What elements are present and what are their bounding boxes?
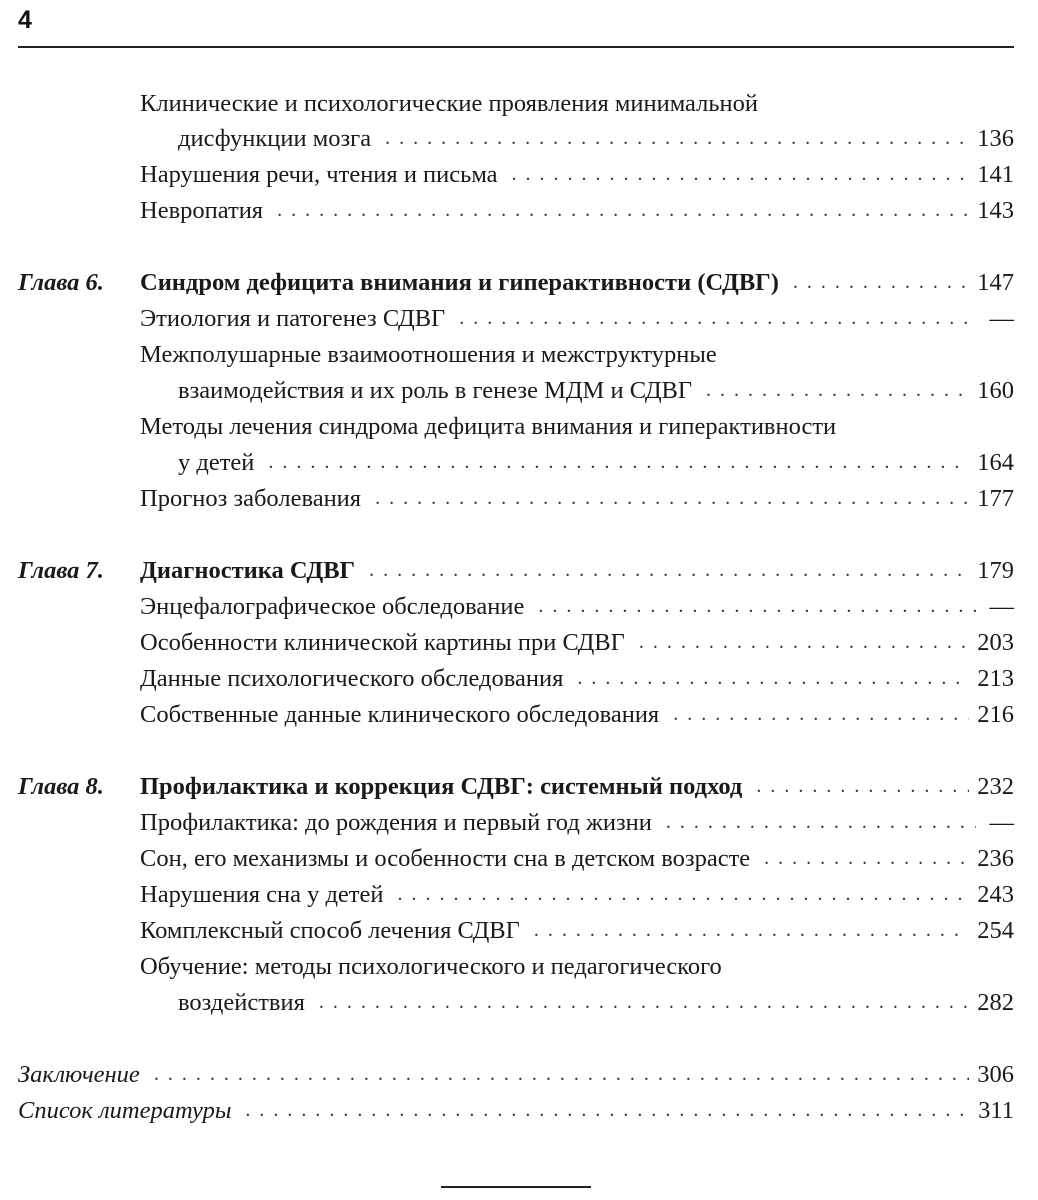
dot-leader [639, 624, 969, 660]
toc-entry[interactable] [140, 697, 1014, 733]
dot-leader [538, 588, 976, 624]
toc-entry-text: Прогноз заболевания [140, 485, 362, 512]
toc-page-number: — [989, 305, 1014, 332]
toc-page-number: 136 [977, 125, 1014, 152]
toc-page-number: 306 [977, 1061, 1014, 1088]
toc-entry[interactable] [140, 661, 1014, 697]
dot-leader [764, 840, 969, 876]
toc-page-number: 243 [977, 881, 1014, 908]
toc-entry-text: Нарушения сна у детей [140, 881, 384, 908]
toc-page-number: 216 [977, 701, 1014, 728]
toc-entry-text: Особенности клинической картины при СДВГ [140, 629, 625, 656]
dot-leader [277, 192, 969, 228]
dot-leader [245, 1092, 970, 1128]
header-rule [18, 46, 1014, 48]
toc-entry-text: Заключение [18, 1061, 140, 1088]
toc-page-number: 177 [977, 485, 1014, 512]
chapter-8-label: Глава 8. [18, 773, 104, 800]
toc-entry-text: Невропатия [140, 197, 264, 224]
dot-leader [512, 156, 970, 192]
toc-page-number: 164 [977, 449, 1014, 476]
footer-rule [441, 1186, 591, 1188]
conclusion-entry[interactable] [18, 1057, 1014, 1093]
toc-entry-text: воздействия [178, 989, 305, 1016]
toc-entry[interactable] [140, 301, 1014, 337]
dot-leader [534, 912, 969, 948]
chapter-title: Профилактика и коррекция СДВГ: системный подход [140, 773, 743, 800]
chapter-6-entry[interactable] [140, 265, 1014, 301]
page-number: 4 [18, 6, 32, 34]
toc-entry-text: Нарушения речи, чтения и письма [140, 161, 498, 188]
chapter-7-label: Глава 7. [18, 557, 104, 584]
toc-page-number: 254 [977, 917, 1014, 944]
toc-entry-text: Профилактика: до рождения и первый год жизни [140, 809, 652, 836]
dot-leader [398, 876, 970, 912]
toc-page-number: 236 [977, 845, 1014, 872]
toc-entry-text: Собственные данные клинического обследования [140, 701, 660, 728]
toc-entry-text: Энцефалографическое обследование [140, 593, 525, 620]
toc-page-number: 282 [977, 989, 1014, 1016]
dot-leader [706, 372, 969, 408]
toc-entry-text: Клинические и психологические проявления минимальной [140, 90, 759, 117]
toc-entry[interactable] [140, 877, 1014, 913]
toc-entry[interactable] [140, 481, 1014, 517]
toc-entry[interactable] [140, 157, 1014, 193]
toc-entry[interactable] [178, 985, 1014, 1021]
toc-entry[interactable] [178, 445, 1014, 481]
references-entry[interactable] [18, 1093, 1014, 1129]
toc-entry-text: Комплексный способ лечения СДВГ [140, 917, 520, 944]
dot-leader [793, 264, 969, 300]
dot-leader [673, 696, 969, 732]
dot-leader [666, 804, 976, 840]
chapter-7-entry[interactable] [140, 553, 1014, 589]
toc-entry[interactable] [140, 805, 1014, 841]
toc-entry-text: Этиология и патогенез СДВГ [140, 305, 446, 332]
toc-entry-text: Данные психологического обследования [140, 665, 564, 692]
dot-leader [756, 768, 969, 804]
toc-entry-text: Межполушарные взаимоотношения и межструктурные [140, 341, 717, 368]
toc-entry[interactable] [140, 589, 1014, 625]
toc-page-number: 232 [977, 773, 1014, 800]
dot-leader [385, 120, 969, 156]
toc-entry-text: взаимодействия и их роль в генезе МДМ и СДВГ [178, 377, 693, 404]
toc-entry-text: дисфункции мозга [178, 125, 372, 152]
toc-entry-text: Методы лечения синдрома дефицита внимания и гиперактивности [140, 413, 837, 440]
dot-leader [459, 300, 976, 336]
chapter-title: Диагностика СДВГ [140, 557, 356, 584]
toc-page-number: 160 [977, 377, 1014, 404]
toc-entry-text: у детей [178, 449, 255, 476]
toc-entry-text: Сон, его механизмы и особенности сна в детском возрасте [140, 845, 751, 872]
toc-page-number: 311 [978, 1097, 1014, 1124]
chapter-8-entry[interactable] [140, 769, 1014, 805]
toc-entry[interactable] [140, 193, 1014, 229]
dot-leader [369, 552, 969, 588]
toc-entry[interactable] [140, 913, 1014, 949]
dot-leader [375, 480, 969, 516]
dot-leader [154, 1056, 969, 1092]
toc-page-number: 213 [977, 665, 1014, 692]
toc-page-number: 143 [977, 197, 1014, 224]
toc-page-number: — [989, 809, 1014, 836]
toc-entry[interactable] [178, 121, 1014, 157]
toc-entry-text: Список литературы [18, 1097, 232, 1124]
toc-page-number: 203 [977, 629, 1014, 656]
toc-page-number: 147 [977, 269, 1014, 296]
toc-entry-text: Обучение: методы психологического и педагогического [140, 953, 722, 980]
chapter-title: Синдром дефицита внимания и гиперактивности (СДВГ) [140, 269, 779, 296]
toc-page-number: 179 [977, 557, 1014, 584]
toc-entry[interactable] [140, 841, 1014, 877]
dot-leader [268, 444, 969, 480]
dot-leader [319, 984, 969, 1020]
toc-entry[interactable] [178, 373, 1014, 409]
toc-entry[interactable] [140, 625, 1014, 661]
toc-page-number: 141 [977, 161, 1014, 188]
dot-leader [577, 660, 969, 696]
chapter-6-label: Глава 6. [18, 269, 104, 296]
toc-page-number: — [989, 593, 1014, 620]
